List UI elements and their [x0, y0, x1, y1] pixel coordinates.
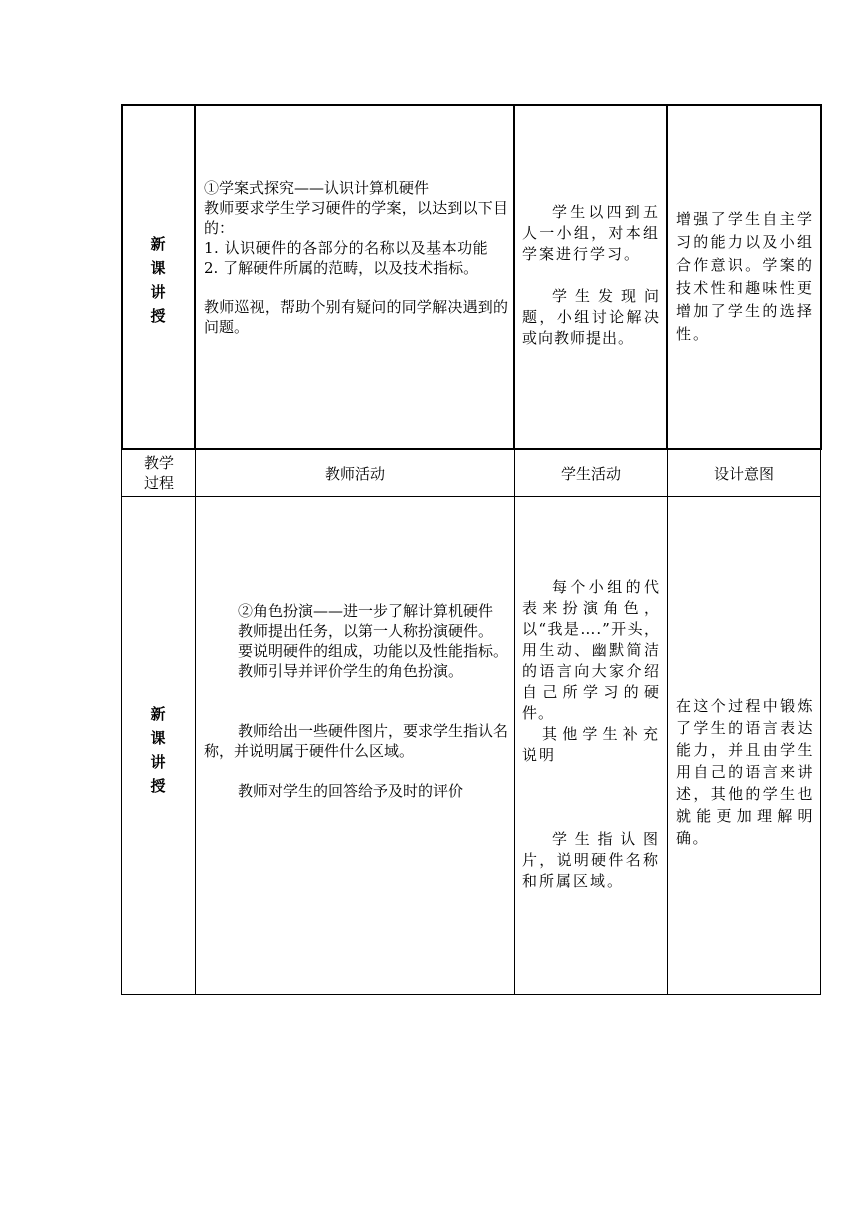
activity-title: ①学案式探究——认识计算机硬件 — [204, 179, 430, 197]
header-teacher: 教师活动 — [324, 465, 385, 483]
table-border — [121, 450, 122, 995]
student-activity-cell — [522, 202, 660, 349]
table-border — [121, 496, 821, 497]
student-activity-cell — [522, 577, 660, 892]
teacher-paragraph: 教师提出任务，以第一人称扮演硬件。 — [238, 622, 494, 640]
table-border — [514, 450, 515, 995]
table-border — [513, 104, 515, 450]
header-process: 教学过程 — [143, 454, 174, 492]
design-intent-cell: 增强了学生自主学习的能力以及小组合作意识。学案的技术性和趣味性更增加了学生的选择性。 — [676, 210, 814, 343]
student-paragraph: 每个小组的代表来扮演角色，以“我是….”开头，用生动、幽默简洁的语言向大家介绍自己所学习的硬件。 — [522, 578, 660, 722]
table-border — [666, 104, 668, 450]
activity-title: ②角色扮演——进一步了解计算机硬件 — [238, 602, 494, 620]
teacher-paragraph: 教师引导并评价学生的角色扮演。 — [238, 662, 464, 680]
goal-item: 1. 认识硬件的各部分的名称以及基本功能 — [204, 239, 489, 257]
table-border — [194, 104, 196, 450]
goal-item: 2. 了解硬件所属的范畴，以及技术指标。 — [204, 259, 479, 277]
table-border — [121, 448, 822, 450]
teacher-activity-cell — [204, 178, 508, 337]
row-label-new-lesson: 新 课 讲 授 — [150, 705, 166, 795]
teacher-paragraph: 教师给出一些硬件图片，要求学生指认名称，并说明属于硬件什么区域。 — [204, 722, 509, 760]
table-border — [121, 994, 821, 995]
table-border — [121, 104, 123, 450]
student-paragraph: 学生以四到五人一小组，对本组学案进行学习。 — [522, 203, 660, 263]
table-border — [121, 104, 822, 106]
table-border — [195, 450, 196, 995]
student-paragraph: 其他学生补充说明 — [522, 725, 660, 764]
teacher-paragraph: 要说明硬件的组成，功能以及性能指标。 — [238, 642, 509, 660]
student-paragraph: 学生指认图片，说明硬件名称和所属区域。 — [522, 830, 660, 890]
row-label-new-lesson: 新 课 讲 授 — [150, 235, 166, 325]
header-intent: 设计意图 — [713, 465, 774, 483]
table-border — [667, 450, 668, 995]
design-intent-cell: 在这个过程中锻炼了学生的语言表达能力，并且由学生用自己的语言来讲述，其他的学生也就能更加理解明确。 — [676, 697, 814, 847]
activity-closing: 教师巡视，帮助个别有疑问的同学解决遇到的问题。 — [204, 298, 508, 336]
activity-intro: 教师要求学生学习硬件的学案，以达到以下目的： — [204, 199, 508, 237]
student-paragraph: 学生发现问题，小组讨论解决或向教师提出。 — [522, 287, 660, 347]
table-border — [820, 450, 821, 995]
header-student: 学生活动 — [560, 465, 621, 483]
table-border — [820, 104, 822, 450]
teacher-paragraph: 教师对学生的回答给予及时的评价 — [238, 782, 464, 800]
teacher-activity-cell — [204, 601, 508, 801]
